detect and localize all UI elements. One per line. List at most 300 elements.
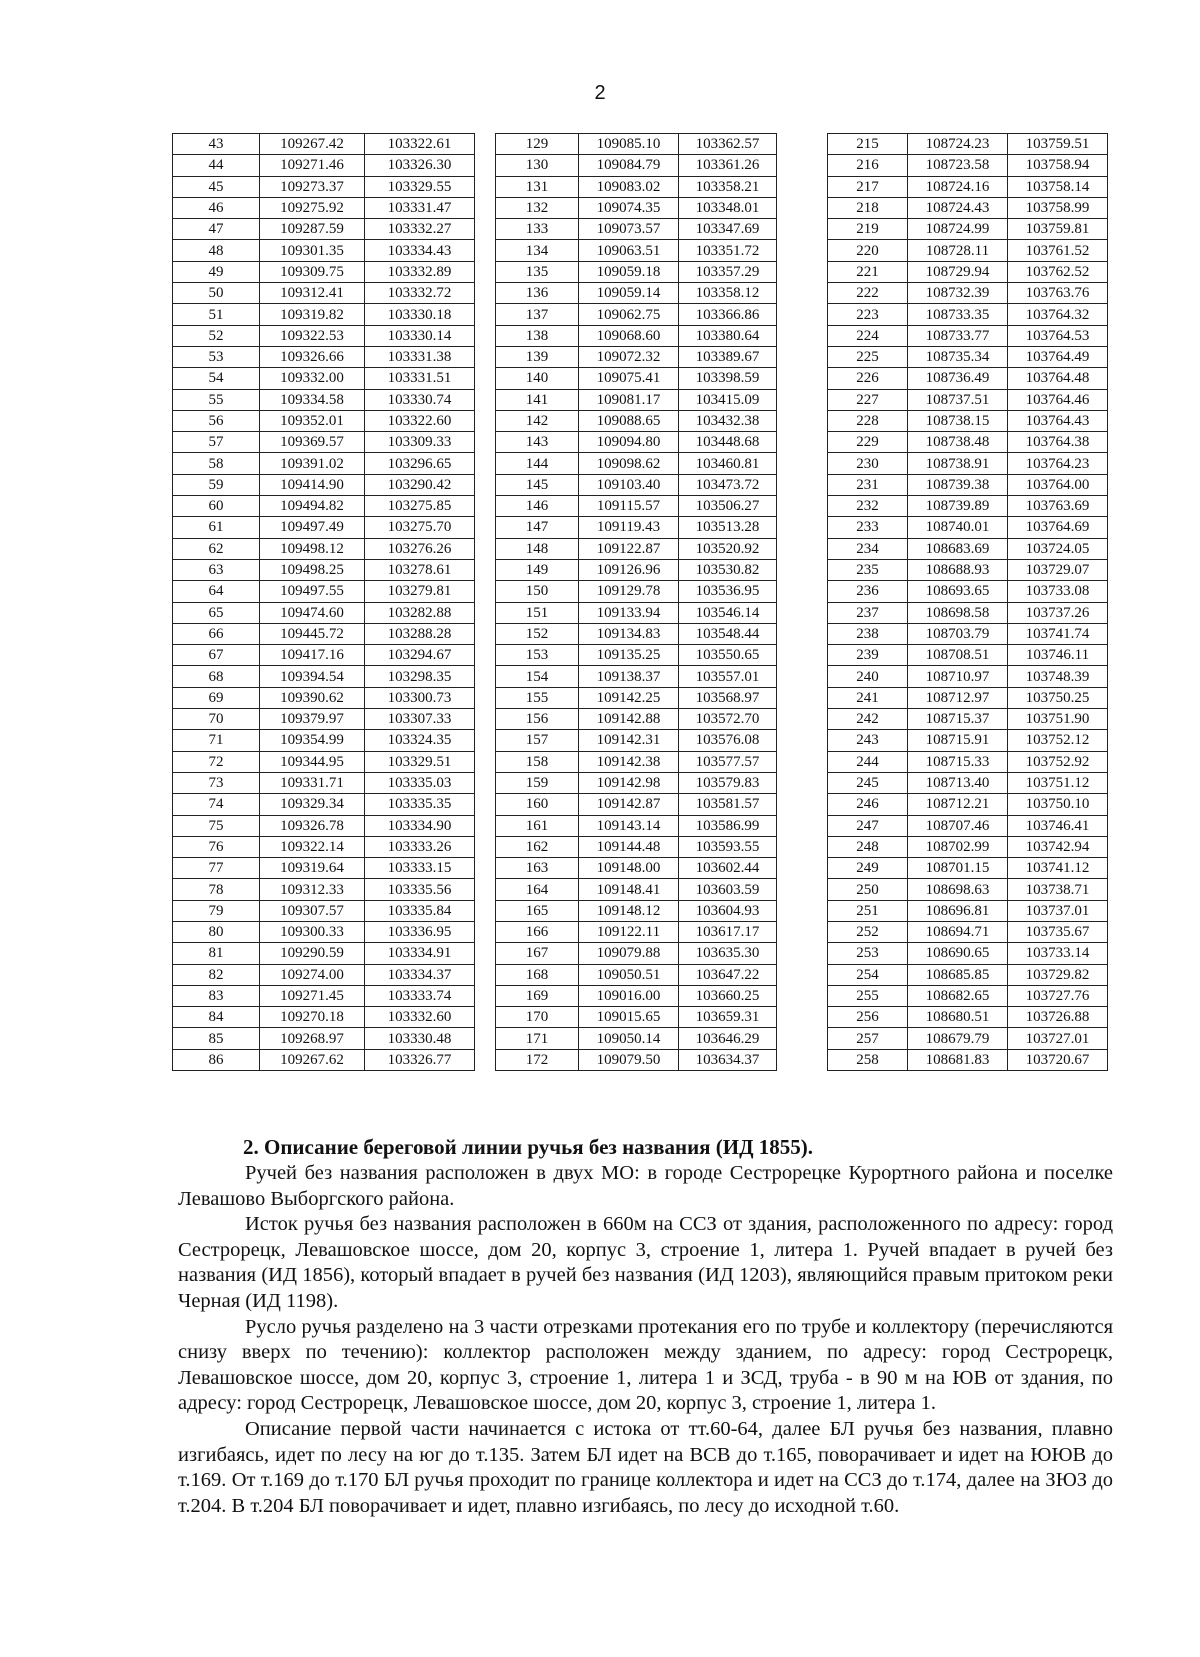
table-row xyxy=(828,815,1108,836)
coordinates-table-2 xyxy=(495,133,777,1071)
y-coordinate-cell: 103751.12 xyxy=(1008,772,1108,793)
table-row xyxy=(173,964,475,985)
y-coordinate-cell: 103513.28 xyxy=(679,517,777,538)
point-number-cell: 252 xyxy=(828,921,908,942)
x-coordinate-cell: 109301.35 xyxy=(260,240,365,261)
y-coordinate-cell: 103322.60 xyxy=(365,410,475,431)
table-row xyxy=(828,240,1108,261)
table-row xyxy=(828,666,1108,687)
table-row xyxy=(173,197,475,218)
point-number-cell: 133 xyxy=(496,219,579,240)
x-coordinate-cell: 109267.42 xyxy=(260,134,365,155)
x-coordinate-cell: 109103.40 xyxy=(579,474,679,495)
x-coordinate-cell: 108739.38 xyxy=(908,474,1008,495)
point-number-cell: 131 xyxy=(496,176,579,197)
table-row xyxy=(828,453,1108,474)
table-row xyxy=(173,751,475,772)
point-number-cell: 234 xyxy=(828,538,908,559)
x-coordinate-cell: 109271.45 xyxy=(260,985,365,1006)
table-row xyxy=(173,538,475,559)
point-number-cell: 232 xyxy=(828,496,908,517)
point-number-cell: 246 xyxy=(828,794,908,815)
point-number-cell: 215 xyxy=(828,134,908,155)
x-coordinate-cell: 109268.97 xyxy=(260,1028,365,1049)
point-number-cell: 167 xyxy=(496,943,579,964)
x-coordinate-cell: 109142.87 xyxy=(579,794,679,815)
point-number-cell: 253 xyxy=(828,943,908,964)
point-number-cell: 132 xyxy=(496,197,579,218)
y-coordinate-cell: 103331.51 xyxy=(365,368,475,389)
x-coordinate-cell: 109094.80 xyxy=(579,432,679,453)
table-row xyxy=(173,517,475,538)
x-coordinate-cell: 109138.37 xyxy=(579,666,679,687)
table-row xyxy=(828,283,1108,304)
x-coordinate-cell: 108685.85 xyxy=(908,964,1008,985)
y-coordinate-cell: 103581.57 xyxy=(679,794,777,815)
x-coordinate-cell: 109319.64 xyxy=(260,858,365,879)
x-coordinate-cell: 108715.33 xyxy=(908,751,1008,772)
section-heading: 2. Описание береговой линии ручья без названия (ИД 1855). xyxy=(243,1135,814,1159)
y-coordinate-cell: 103332.89 xyxy=(365,261,475,282)
point-number-cell: 217 xyxy=(828,176,908,197)
y-coordinate-cell: 103660.25 xyxy=(679,985,777,1006)
y-coordinate-cell: 103326.30 xyxy=(365,155,475,176)
point-number-cell: 67 xyxy=(173,645,260,666)
x-coordinate-cell: 108680.51 xyxy=(908,1007,1008,1028)
point-number-cell: 162 xyxy=(496,836,579,857)
y-coordinate-cell: 103764.46 xyxy=(1008,389,1108,410)
x-coordinate-cell: 108738.48 xyxy=(908,432,1008,453)
point-number-cell: 73 xyxy=(173,772,260,793)
y-coordinate-cell: 103357.29 xyxy=(679,261,777,282)
table-row xyxy=(173,325,475,346)
y-coordinate-cell: 103764.43 xyxy=(1008,410,1108,431)
x-coordinate-cell: 108724.43 xyxy=(908,197,1008,218)
y-coordinate-cell: 103366.86 xyxy=(679,304,777,325)
x-coordinate-cell: 109050.51 xyxy=(579,964,679,985)
x-coordinate-cell: 109275.92 xyxy=(260,197,365,218)
y-coordinate-cell: 103550.65 xyxy=(679,645,777,666)
table-row xyxy=(173,1028,475,1049)
page-number: 2 xyxy=(594,82,606,104)
x-coordinate-cell: 109098.62 xyxy=(579,453,679,474)
table-row xyxy=(496,283,777,304)
coordinates-table-3 xyxy=(827,133,1108,1071)
x-coordinate-cell: 109062.75 xyxy=(579,304,679,325)
table-row xyxy=(828,559,1108,580)
table-row xyxy=(496,687,777,708)
point-number-cell: 154 xyxy=(496,666,579,687)
point-number-cell: 164 xyxy=(496,879,579,900)
table-row xyxy=(173,261,475,282)
x-coordinate-cell: 109331.71 xyxy=(260,772,365,793)
point-number-cell: 148 xyxy=(496,538,579,559)
table-row xyxy=(496,538,777,559)
x-coordinate-cell: 108738.91 xyxy=(908,453,1008,474)
y-coordinate-cell: 103763.69 xyxy=(1008,496,1108,517)
y-coordinate-cell: 103362.57 xyxy=(679,134,777,155)
x-coordinate-cell: 109445.72 xyxy=(260,623,365,644)
y-coordinate-cell: 103733.14 xyxy=(1008,943,1108,964)
y-coordinate-cell: 103432.38 xyxy=(679,410,777,431)
y-coordinate-cell: 103603.59 xyxy=(679,879,777,900)
x-coordinate-cell: 109390.62 xyxy=(260,687,365,708)
y-coordinate-cell: 103332.27 xyxy=(365,219,475,240)
table-row xyxy=(828,985,1108,1006)
y-coordinate-cell: 103635.30 xyxy=(679,943,777,964)
y-coordinate-cell: 103742.94 xyxy=(1008,836,1108,857)
table-row xyxy=(828,921,1108,942)
x-coordinate-cell: 108708.51 xyxy=(908,645,1008,666)
point-number-cell: 81 xyxy=(173,943,260,964)
y-coordinate-cell: 103520.92 xyxy=(679,538,777,559)
y-coordinate-cell: 103646.29 xyxy=(679,1028,777,1049)
table-row xyxy=(496,176,777,197)
point-number-cell: 239 xyxy=(828,645,908,666)
x-coordinate-cell: 108715.37 xyxy=(908,709,1008,730)
x-coordinate-cell: 109391.02 xyxy=(260,453,365,474)
y-coordinate-cell: 103330.14 xyxy=(365,325,475,346)
y-coordinate-cell: 103361.26 xyxy=(679,155,777,176)
table-row xyxy=(496,879,777,900)
x-coordinate-cell: 109072.32 xyxy=(579,346,679,367)
y-coordinate-cell: 103647.22 xyxy=(679,964,777,985)
y-coordinate-cell: 103733.08 xyxy=(1008,581,1108,602)
point-number-cell: 170 xyxy=(496,1007,579,1028)
x-coordinate-cell: 109332.00 xyxy=(260,368,365,389)
table-row xyxy=(173,794,475,815)
x-coordinate-cell: 108698.63 xyxy=(908,879,1008,900)
table-row xyxy=(496,772,777,793)
y-coordinate-cell: 103330.18 xyxy=(365,304,475,325)
y-coordinate-cell: 103398.59 xyxy=(679,368,777,389)
x-coordinate-cell: 109394.54 xyxy=(260,666,365,687)
x-coordinate-cell: 108739.89 xyxy=(908,496,1008,517)
x-coordinate-cell: 108736.49 xyxy=(908,368,1008,389)
y-coordinate-cell: 103724.05 xyxy=(1008,538,1108,559)
y-coordinate-cell: 103546.14 xyxy=(679,602,777,623)
table-row xyxy=(173,134,475,155)
point-number-cell: 56 xyxy=(173,410,260,431)
y-coordinate-cell: 103322.61 xyxy=(365,134,475,155)
point-number-cell: 233 xyxy=(828,517,908,538)
x-coordinate-cell: 109073.57 xyxy=(579,219,679,240)
point-number-cell: 150 xyxy=(496,581,579,602)
y-coordinate-cell: 103761.52 xyxy=(1008,240,1108,261)
y-coordinate-cell: 103334.90 xyxy=(365,815,475,836)
point-number-cell: 219 xyxy=(828,219,908,240)
point-number-cell: 254 xyxy=(828,964,908,985)
table-row xyxy=(173,730,475,751)
y-coordinate-cell: 103333.74 xyxy=(365,985,475,1006)
y-coordinate-cell: 103331.38 xyxy=(365,346,475,367)
point-number-cell: 136 xyxy=(496,283,579,304)
table-row xyxy=(496,666,777,687)
point-number-cell: 43 xyxy=(173,134,260,155)
point-number-cell: 69 xyxy=(173,687,260,708)
table-row xyxy=(173,389,475,410)
table-row xyxy=(496,1028,777,1049)
table-row xyxy=(828,730,1108,751)
table-row xyxy=(496,559,777,580)
y-coordinate-cell: 103726.88 xyxy=(1008,1007,1108,1028)
x-coordinate-cell: 109115.57 xyxy=(579,496,679,517)
y-coordinate-cell: 103348.01 xyxy=(679,197,777,218)
point-number-cell: 84 xyxy=(173,1007,260,1028)
y-coordinate-cell: 103741.12 xyxy=(1008,858,1108,879)
x-coordinate-cell: 109079.50 xyxy=(579,1049,679,1070)
point-number-cell: 63 xyxy=(173,559,260,580)
x-coordinate-cell: 109015.65 xyxy=(579,1007,679,1028)
point-number-cell: 86 xyxy=(173,1049,260,1070)
table-row xyxy=(173,985,475,1006)
y-coordinate-cell: 103759.81 xyxy=(1008,219,1108,240)
point-number-cell: 137 xyxy=(496,304,579,325)
table-row xyxy=(496,496,777,517)
table-row xyxy=(173,921,475,942)
table-row xyxy=(828,432,1108,453)
x-coordinate-cell: 108698.58 xyxy=(908,602,1008,623)
y-coordinate-cell: 103579.83 xyxy=(679,772,777,793)
x-coordinate-cell: 109352.01 xyxy=(260,410,365,431)
table-row xyxy=(828,261,1108,282)
point-number-cell: 135 xyxy=(496,261,579,282)
point-number-cell: 57 xyxy=(173,432,260,453)
y-coordinate-cell: 103326.77 xyxy=(365,1049,475,1070)
table-row xyxy=(828,155,1108,176)
table-row xyxy=(828,134,1108,155)
table-row xyxy=(828,304,1108,325)
table-row xyxy=(496,645,777,666)
point-number-cell: 159 xyxy=(496,772,579,793)
table-row xyxy=(173,496,475,517)
y-coordinate-cell: 103572.70 xyxy=(679,709,777,730)
x-coordinate-cell: 109287.59 xyxy=(260,219,365,240)
point-number-cell: 144 xyxy=(496,453,579,474)
x-coordinate-cell: 109497.55 xyxy=(260,581,365,602)
point-number-cell: 216 xyxy=(828,155,908,176)
table-row xyxy=(496,389,777,410)
table-row xyxy=(828,943,1108,964)
y-coordinate-cell: 103335.35 xyxy=(365,794,475,815)
paragraph: Ручей без названия расположен в двух МО: в городе Сестрорецке Курортного района и поселке Левашово Выборгского района. xyxy=(178,1162,1113,1210)
x-coordinate-cell: 109122.87 xyxy=(579,538,679,559)
table-row xyxy=(173,900,475,921)
x-coordinate-cell: 108724.16 xyxy=(908,176,1008,197)
y-coordinate-cell: 103324.35 xyxy=(365,730,475,751)
table-row xyxy=(496,730,777,751)
point-number-cell: 82 xyxy=(173,964,260,985)
y-coordinate-cell: 103335.03 xyxy=(365,772,475,793)
x-coordinate-cell: 109079.88 xyxy=(579,943,679,964)
x-coordinate-cell: 109088.65 xyxy=(579,410,679,431)
y-coordinate-cell: 103275.70 xyxy=(365,517,475,538)
table-row xyxy=(496,602,777,623)
x-coordinate-cell: 108713.40 xyxy=(908,772,1008,793)
table-row xyxy=(173,176,475,197)
x-coordinate-cell: 109075.41 xyxy=(579,368,679,389)
y-coordinate-cell: 103752.12 xyxy=(1008,730,1108,751)
table-row xyxy=(496,197,777,218)
table-row xyxy=(496,1049,777,1070)
table-row xyxy=(173,836,475,857)
table-row xyxy=(828,709,1108,730)
y-coordinate-cell: 103764.48 xyxy=(1008,368,1108,389)
y-coordinate-cell: 103473.72 xyxy=(679,474,777,495)
table-row xyxy=(173,1049,475,1070)
y-coordinate-cell: 103762.52 xyxy=(1008,261,1108,282)
y-coordinate-cell: 103764.23 xyxy=(1008,453,1108,474)
table-row xyxy=(496,240,777,261)
x-coordinate-cell: 108679.79 xyxy=(908,1028,1008,1049)
point-number-cell: 65 xyxy=(173,602,260,623)
table-row xyxy=(828,1028,1108,1049)
x-coordinate-cell: 109414.90 xyxy=(260,474,365,495)
point-number-cell: 241 xyxy=(828,687,908,708)
x-coordinate-cell: 108729.94 xyxy=(908,261,1008,282)
point-number-cell: 51 xyxy=(173,304,260,325)
y-coordinate-cell: 103296.65 xyxy=(365,453,475,474)
point-number-cell: 231 xyxy=(828,474,908,495)
table-row xyxy=(496,134,777,155)
point-number-cell: 247 xyxy=(828,815,908,836)
table-row xyxy=(828,879,1108,900)
table-row xyxy=(496,346,777,367)
y-coordinate-cell: 103332.60 xyxy=(365,1007,475,1028)
table-row xyxy=(828,176,1108,197)
x-coordinate-cell: 109300.33 xyxy=(260,921,365,942)
y-coordinate-cell: 103307.33 xyxy=(365,709,475,730)
point-number-cell: 230 xyxy=(828,453,908,474)
table-row xyxy=(173,645,475,666)
x-coordinate-cell: 109144.48 xyxy=(579,836,679,857)
table-row xyxy=(173,858,475,879)
table-row xyxy=(173,410,475,431)
y-coordinate-cell: 103764.53 xyxy=(1008,325,1108,346)
table-row xyxy=(828,858,1108,879)
y-coordinate-cell: 103530.82 xyxy=(679,559,777,580)
x-coordinate-cell: 108735.34 xyxy=(908,346,1008,367)
y-coordinate-cell: 103576.08 xyxy=(679,730,777,751)
x-coordinate-cell: 109290.59 xyxy=(260,943,365,964)
x-coordinate-cell: 109063.51 xyxy=(579,240,679,261)
x-coordinate-cell: 109322.53 xyxy=(260,325,365,346)
table-row xyxy=(496,985,777,1006)
point-number-cell: 66 xyxy=(173,623,260,644)
point-number-cell: 50 xyxy=(173,283,260,304)
y-coordinate-cell: 103758.14 xyxy=(1008,176,1108,197)
x-coordinate-cell: 108702.99 xyxy=(908,836,1008,857)
point-number-cell: 168 xyxy=(496,964,579,985)
table-row xyxy=(496,474,777,495)
y-coordinate-cell: 103750.25 xyxy=(1008,687,1108,708)
point-number-cell: 221 xyxy=(828,261,908,282)
table-row xyxy=(828,389,1108,410)
y-coordinate-cell: 103330.48 xyxy=(365,1028,475,1049)
table-row xyxy=(173,943,475,964)
x-coordinate-cell: 108728.11 xyxy=(908,240,1008,261)
x-coordinate-cell: 109148.00 xyxy=(579,858,679,879)
point-number-cell: 229 xyxy=(828,432,908,453)
point-number-cell: 85 xyxy=(173,1028,260,1049)
table-row xyxy=(828,836,1108,857)
x-coordinate-cell: 109126.96 xyxy=(579,559,679,580)
y-coordinate-cell: 103335.56 xyxy=(365,879,475,900)
x-coordinate-cell: 109322.14 xyxy=(260,836,365,857)
y-coordinate-cell: 103557.01 xyxy=(679,666,777,687)
point-number-cell: 222 xyxy=(828,283,908,304)
y-coordinate-cell: 103329.55 xyxy=(365,176,475,197)
x-coordinate-cell: 109498.25 xyxy=(260,559,365,580)
point-number-cell: 83 xyxy=(173,985,260,1006)
point-number-cell: 140 xyxy=(496,368,579,389)
table-row xyxy=(173,453,475,474)
y-coordinate-cell: 103279.81 xyxy=(365,581,475,602)
point-number-cell: 243 xyxy=(828,730,908,751)
point-number-cell: 227 xyxy=(828,389,908,410)
point-number-cell: 235 xyxy=(828,559,908,580)
x-coordinate-cell: 108707.46 xyxy=(908,815,1008,836)
x-coordinate-cell: 109329.34 xyxy=(260,794,365,815)
x-coordinate-cell: 109081.17 xyxy=(579,389,679,410)
y-coordinate-cell: 103330.74 xyxy=(365,389,475,410)
point-number-cell: 149 xyxy=(496,559,579,580)
table-row xyxy=(173,432,475,453)
y-coordinate-cell: 103282.88 xyxy=(365,602,475,623)
y-coordinate-cell: 103331.47 xyxy=(365,197,475,218)
y-coordinate-cell: 103586.99 xyxy=(679,815,777,836)
table-row xyxy=(496,858,777,879)
table-row xyxy=(173,368,475,389)
table-row xyxy=(828,964,1108,985)
x-coordinate-cell: 109133.94 xyxy=(579,602,679,623)
point-number-cell: 165 xyxy=(496,900,579,921)
paragraph: Исток ручья без названия расположен в 660м на ССЗ от здания, расположенного по адресу: город Сестрорецк, Левашовское шоссе, дом 20, корпус 3, строение 1, литера 1. Ручей впадает в ручей без названия (ИД 1856), который впадает в ручей без названия (ИД 1203), являющийся правым притоком реки Черная (ИД 1198). xyxy=(178,1213,1113,1312)
y-coordinate-cell: 103746.41 xyxy=(1008,815,1108,836)
point-number-cell: 257 xyxy=(828,1028,908,1049)
y-coordinate-cell: 103738.71 xyxy=(1008,879,1108,900)
point-number-cell: 78 xyxy=(173,879,260,900)
y-coordinate-cell: 103415.09 xyxy=(679,389,777,410)
y-coordinate-cell: 103278.61 xyxy=(365,559,475,580)
y-coordinate-cell: 103763.76 xyxy=(1008,283,1108,304)
y-coordinate-cell: 103729.82 xyxy=(1008,964,1108,985)
x-coordinate-cell: 109344.95 xyxy=(260,751,365,772)
y-coordinate-cell: 103746.11 xyxy=(1008,645,1108,666)
y-coordinate-cell: 103727.76 xyxy=(1008,985,1108,1006)
x-coordinate-cell: 109354.99 xyxy=(260,730,365,751)
table-row xyxy=(828,772,1108,793)
point-number-cell: 145 xyxy=(496,474,579,495)
x-coordinate-cell: 109267.62 xyxy=(260,1049,365,1070)
x-coordinate-cell: 109143.14 xyxy=(579,815,679,836)
y-coordinate-cell: 103548.44 xyxy=(679,623,777,644)
y-coordinate-cell: 103758.94 xyxy=(1008,155,1108,176)
point-number-cell: 44 xyxy=(173,155,260,176)
point-number-cell: 151 xyxy=(496,602,579,623)
point-number-cell: 77 xyxy=(173,858,260,879)
y-coordinate-cell: 103448.68 xyxy=(679,432,777,453)
x-coordinate-cell: 109148.41 xyxy=(579,879,679,900)
y-coordinate-cell: 103294.67 xyxy=(365,645,475,666)
point-number-cell: 52 xyxy=(173,325,260,346)
x-coordinate-cell: 108703.79 xyxy=(908,623,1008,644)
y-coordinate-cell: 103604.93 xyxy=(679,900,777,921)
x-coordinate-cell: 109134.83 xyxy=(579,623,679,644)
y-coordinate-cell: 103720.67 xyxy=(1008,1049,1108,1070)
x-coordinate-cell: 109059.18 xyxy=(579,261,679,282)
table-row xyxy=(496,261,777,282)
